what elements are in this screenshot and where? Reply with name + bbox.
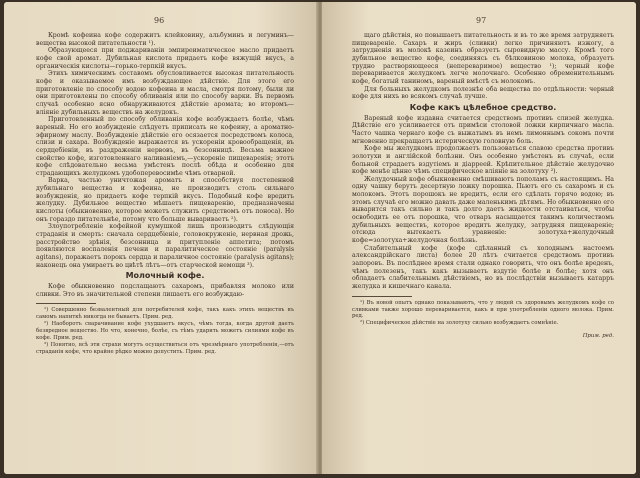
paragraph: щаго дѣйствія, но повышаетъ питательность и въ то же время затрудняетъ пищевареніе. Сахаръ и жиръ (сливки) легко причиняютъ изжогу, а затрудненія въ молокѣ казеинъ образуетъ сыровидную массу. Кромѣ того дубильное вещество кофе, соединяясь съ бѣлковиною молока, образуетъ трудно растворяющееся (непереваримое) вещество ¹); черный кофе переваривается желудкомъ легче молочнаго. Особенно обременительнымъ кофе, богатый таниномъ, вареный вмѣстѣ съ молокомъ. [352,32,614,85]
paragraph: Желудочный кофе обыкновенно смѣшиваютъ пополамъ съ настоящимъ. На одну чашку берутъ десертную ложку порошка. Пьютъ его съ сахаромъ и съ молокомъ. Этотъ порошокъ не вредитъ, если его сдѣлать горячо водою; въ этомъ случаѣ его можно давать даже маленькимъ дѣтямъ. Но обыкновенно его выварится такъ сильно и такъ долго даетъ жидкости отстаиваться, чтобы освободить ее отъ порошка, что отваръ насыщается такимъ количествомъ дубильныхъ веществъ, которое вредитъ желудку, затрудняя пищевареніе; отсюда вытекаетъ уравненіе: золотуха+желудочный кофе=золотуха+желудочная болѣзнь. [352,175,614,245]
page-body [36,32,294,356]
book-spread [4,2,636,474]
page-number: 96 [154,16,165,25]
paragraph: Кромѣ кофеина кофе содержитъ клейковину, альбуминъ и легуминъ—вещества высокой питательности ¹). [36,32,294,47]
paragraph: Варка, частью уничтожая ароматъ и способствуя постепенной дубильнаго вещества и кофеина, не производитъ столь сильнаго возбужденія, но придаетъ кофе терпкій вкусъ. Подобный кофе вредитъ желудку. Дубильное вещество мѣшаетъ пищеваренію, предназначены кислоты (обыкновенно, которое можетъ служить средствомъ отъ поноса). Но онъ гораздо питательнѣе, потому что больше вывариваетъ ²). [36,177,294,223]
paragraph: Образующееся при поджариваніи эмпиреиматическое масло придаетъ кофе свой аромат. Дубильная кислота придаетъ кофе вяжущій вкусъ, а органическія кислоты—горько-терпкій вкусъ. [36,47,294,70]
paragraph: Кофе обыкновенно подслащаютъ сахаромъ, прибавляя молоко или сливки. Это въ значительной степени лишаетъ его возбуждаю- [36,283,294,298]
footnote: ¹) Въ новой опытъ однако показываютъ, что у людей съ здоровымъ желудкомъ кофе со сливками также хорошо переваривается, какъ и при употребленіи одного молока. Прим. ред. [352,299,614,320]
section-heading: Кофе какъ цѣлебное средство. [409,102,557,112]
right-page [322,2,636,474]
paragraph: Вареный кофе издавна считается средствомъ противъ слизей желудка. Дѣйствіе его усиливается отъ примѣси столовой ложки кирпичнаго масла. Часто чашка чернаго кофе съ выжатымъ въ немъ лимоннымъ сокомъ почти мгновенно прекращаетъ истерическую головную боль. [352,114,614,145]
footnote-rule [352,296,412,297]
editor-mark: Прим. ред. [582,333,614,340]
footnotes [352,300,614,328]
paragraph: Злоупотребленіе кофейной кумушкой лишь производитъ слѣдующія страданія и смерть: сначала сердцебіеніе, головокруженіе, нервная дрожь, расстройство зрѣнія, безсонница и притупленіе аппетита; потомъ появляются воспаленія печени и паралитическое состояніе (paralysis agitans), поражаетъ порокъ сердца и параличное состояніе (paralysis agitans); наконецъ она умираетъ во цвѣтѣ лѣтъ—отъ старческой немощи ³). [36,223,294,269]
footnote: ³) Понятно, всѣ эти страхи могутъ осуществиться отъ чрезмѣрнаго употребленія,—отъ страданія кофе, что крайне рѣдко можно допустить. Прим. ред. [36,341,294,355]
footnote: ²) Специфическое дѣйствіе на золотуху сильно возбуждаетъ сомнѣніе. [360,320,559,327]
paragraph: Слабительный кофе (кофе сдѣланный съ холоднымъ настоемъ александрійскаго листа) более 20 лѣтъ считается средствомъ противъ запоровъ. Въ послѣднее время стали однако говорить, что онъ болѣе вреденъ, чѣмъ полезенъ, такъ какъ вызываетъ вздутіе болѣе и болѣе; хотя онъ обладаетъ слабительнымъ дѣйствіемъ, но въ послѣдствіи вызываетъ катарръ желудка и кишечнаго канала. [352,244,614,290]
footnotes [36,307,294,355]
footnote: ¹) Совершенно безвалентный для потребителей кофе, такъ какъ этихъ веществъ въ самомъ напиткѣ никогда не бываетъ. Прим. ред. [36,307,294,321]
paragraph: Этихъ химическимъ составомъ обусловливается высокая питательность кофе и оказываемое имъ возбуждающее дѣйствіе. Для этого его приготовленіе по способу водою кофеина и масла, смотря потому, были ли они приготовлены по способу обливанія или по способу варки. Въ первомъ случаѣ особенно ясно обнаруживаются дѣйствіе аромата; во второмъ—вліяніе дубильныхъ веществъ на желудокъ. [36,70,294,116]
footnote-rule [36,303,96,304]
paragraph: Приготовленный по способу обливанія кофе возбуждаетъ болѣе, чѣмъ вареный. Но его возбужденіе слѣдуетъ приписать не кофеину, а ароматно-эфирному маслу. Возбужденіе дѣйствіе его осязается посредствомъ колоса, слизи и сахара. Возбужденіе выражается въ ускореніи кровообращенія, въ сердцебіеніи, въ раздраженіи нервовъ, въ безсонницѣ. Весьма важное свойство кофе, изготовленнаго наливаніемъ,—ускореніе пищеваренія; этотъ кофе слѣдовательно весьма умѣстенъ послѣ обѣда и особенно для страдающихъ желудкомъ удобоперевосимѣе чѣмъ отварной. [36,116,294,177]
footnote: ²) Наоборотъ сварачивание кофе ухудшаетъ вкусъ, чѣмъ тогда, когда другой даетъ безвредное вещество. Но что, конечно, болѣе, съ тѣмъ ударить можетъ силиями кофе въ кофе. Прим. ред. [36,321,294,341]
paragraph: Для больныхъ желудкомъ полезнѣе оба вещества по отдѣльности: черный кофе для нихъ во всякомъ случаѣ лучше. [352,85,614,101]
page-number: 97 [476,16,487,25]
left-page [4,2,318,474]
page-body [352,32,614,341]
paragraph: Кофе мы желудкомъ продолжаетъ пользоваться славою средства противъ золотухи и англійской болѣзни. Онъ особенно умѣстенъ въ случаѣ, если больной страдаетъ вздутіемъ и діарреей. Крѣпительное дѣйствіе желудочно кофе менѣе цѣнно чѣмъ специфическое вліяніе на золотуху ²). [352,145,614,176]
section-heading: Молочный кофе. [125,271,205,281]
